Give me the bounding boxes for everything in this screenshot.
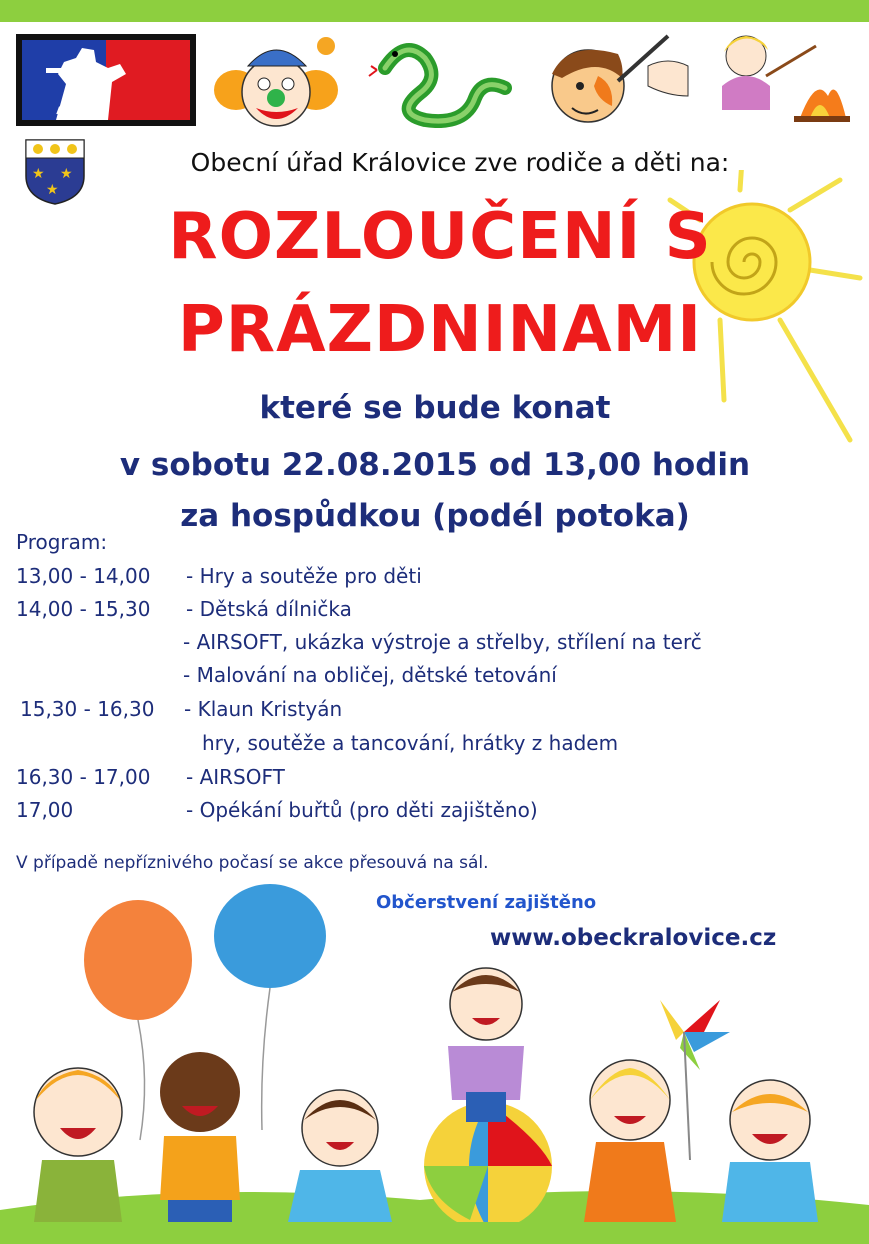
weather-note: V případě nepříznivého počasí se akce přesouvá na sál. [16, 853, 489, 873]
subtitle-place-line: za hospůdkou (podél potoka) [180, 498, 690, 534]
main-title-line2: PRÁZDNINAMI [177, 293, 703, 367]
website-link[interactable]: www.obeckralovice.cz [490, 925, 777, 951]
program-item: - Dětská dílnička [186, 597, 352, 621]
program-time: 13,00 - 14,00 [16, 564, 151, 588]
refreshments-note: Občerstvení zajištěno [376, 892, 597, 913]
program-item: hry, soutěže a tancování, hrátky z hadem [202, 731, 619, 755]
program-time: 17,00 [16, 798, 74, 822]
program-item: - Klaun Kristyán [184, 697, 343, 721]
program-time: 16,30 - 17,00 [16, 765, 151, 789]
program-item: - AIRSOFT [186, 765, 285, 789]
svg-text:★: ★ [32, 166, 45, 182]
bottom-green-bar [0, 1222, 869, 1244]
program-time: 14,00 - 15,30 [16, 597, 151, 621]
program-item: - Hry a soutěže pro děti [186, 564, 422, 588]
campfire-girl-icon [706, 26, 856, 126]
subtitle-line1: které se bude konat [259, 390, 611, 426]
subtitle-date-line: v sobotu 22.08.2015 od 13,00 hodin [119, 447, 751, 483]
program-item: - Malování na obličej, dětské tetování [183, 663, 557, 687]
main-title-line1: ROZLOUČENÍ S [168, 200, 712, 274]
program-item: - AIRSOFT, ukázka výstroje a střelby, střílení na terč [183, 630, 702, 654]
children-balloons-illustration [0, 880, 869, 1222]
face-painting-icon [528, 26, 693, 126]
top-green-bar [0, 0, 869, 22]
airsoft-logo [16, 34, 196, 126]
program-heading: Program: [16, 530, 108, 554]
program-item: - Opékání buřtů (pro děti zajištěno) [186, 798, 538, 822]
svg-text:AIRSOFT: AIRSOFT [56, 105, 105, 117]
clown-face-icon [208, 30, 343, 130]
program-time: 15,30 - 16,30 [20, 697, 155, 721]
svg-text:★: ★ [60, 166, 73, 182]
invite-line: Obecní úřad Královice zve rodiče a děti na: [190, 148, 730, 177]
coat-of-arms-icon [22, 136, 88, 206]
svg-text:★: ★ [46, 182, 59, 198]
snake-icon [365, 28, 520, 128]
